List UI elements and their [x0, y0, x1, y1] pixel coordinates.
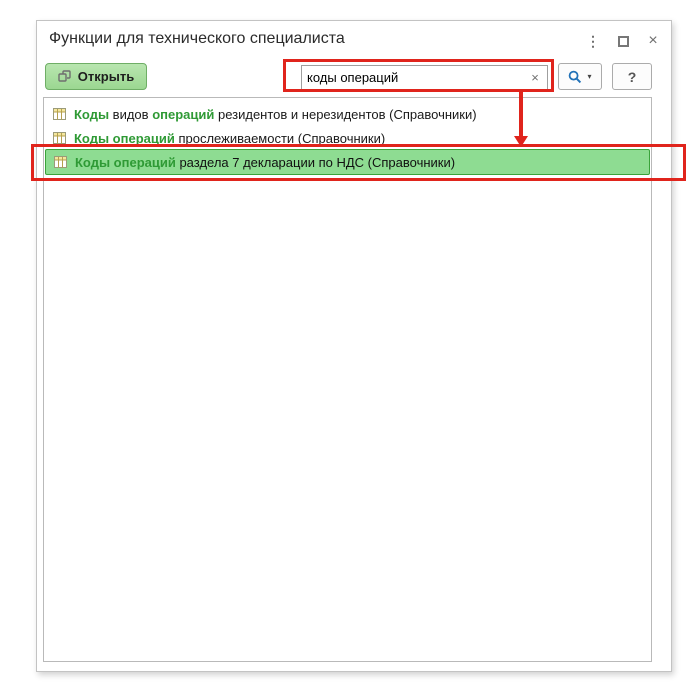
search-input[interactable] [301, 65, 524, 90]
list-item-label: Коды операций раздела 7 декларации по НДС (Справочники) [75, 154, 456, 170]
results-list [43, 97, 652, 662]
open-window-icon [58, 70, 71, 83]
search-icon [568, 70, 582, 84]
open-button[interactable] [45, 63, 147, 90]
chevron-down-icon: ▾ [587, 72, 592, 81]
clear-search-icon[interactable]: × [523, 65, 548, 90]
help-button[interactable]: ? [612, 63, 652, 90]
maximize-box [618, 36, 629, 47]
list-item[interactable] [44, 126, 651, 150]
list-item-label: Коды операций прослеживаемости (Справочники) [74, 130, 386, 146]
catalog-table-icon [53, 108, 66, 120]
functions-window [36, 20, 672, 672]
open-button-label: Открыть [77, 69, 135, 84]
window-controls [585, 27, 661, 55]
list-item-label: Коды видов операций резидентов и нерезидентов (Справочники) [74, 106, 477, 122]
list-item[interactable] [44, 102, 651, 126]
catalog-table-icon [54, 156, 67, 168]
maximize-icon[interactable] [615, 31, 631, 51]
catalog-table-icon [53, 132, 66, 144]
search-button[interactable] [558, 63, 602, 90]
window-title: Функции для технического специалиста [49, 30, 345, 47]
title-bar [37, 21, 671, 61]
more-menu-icon[interactable]: ⋮ [586, 33, 600, 49]
close-icon[interactable]: × [648, 32, 658, 49]
list-item-selected[interactable] [45, 149, 650, 175]
